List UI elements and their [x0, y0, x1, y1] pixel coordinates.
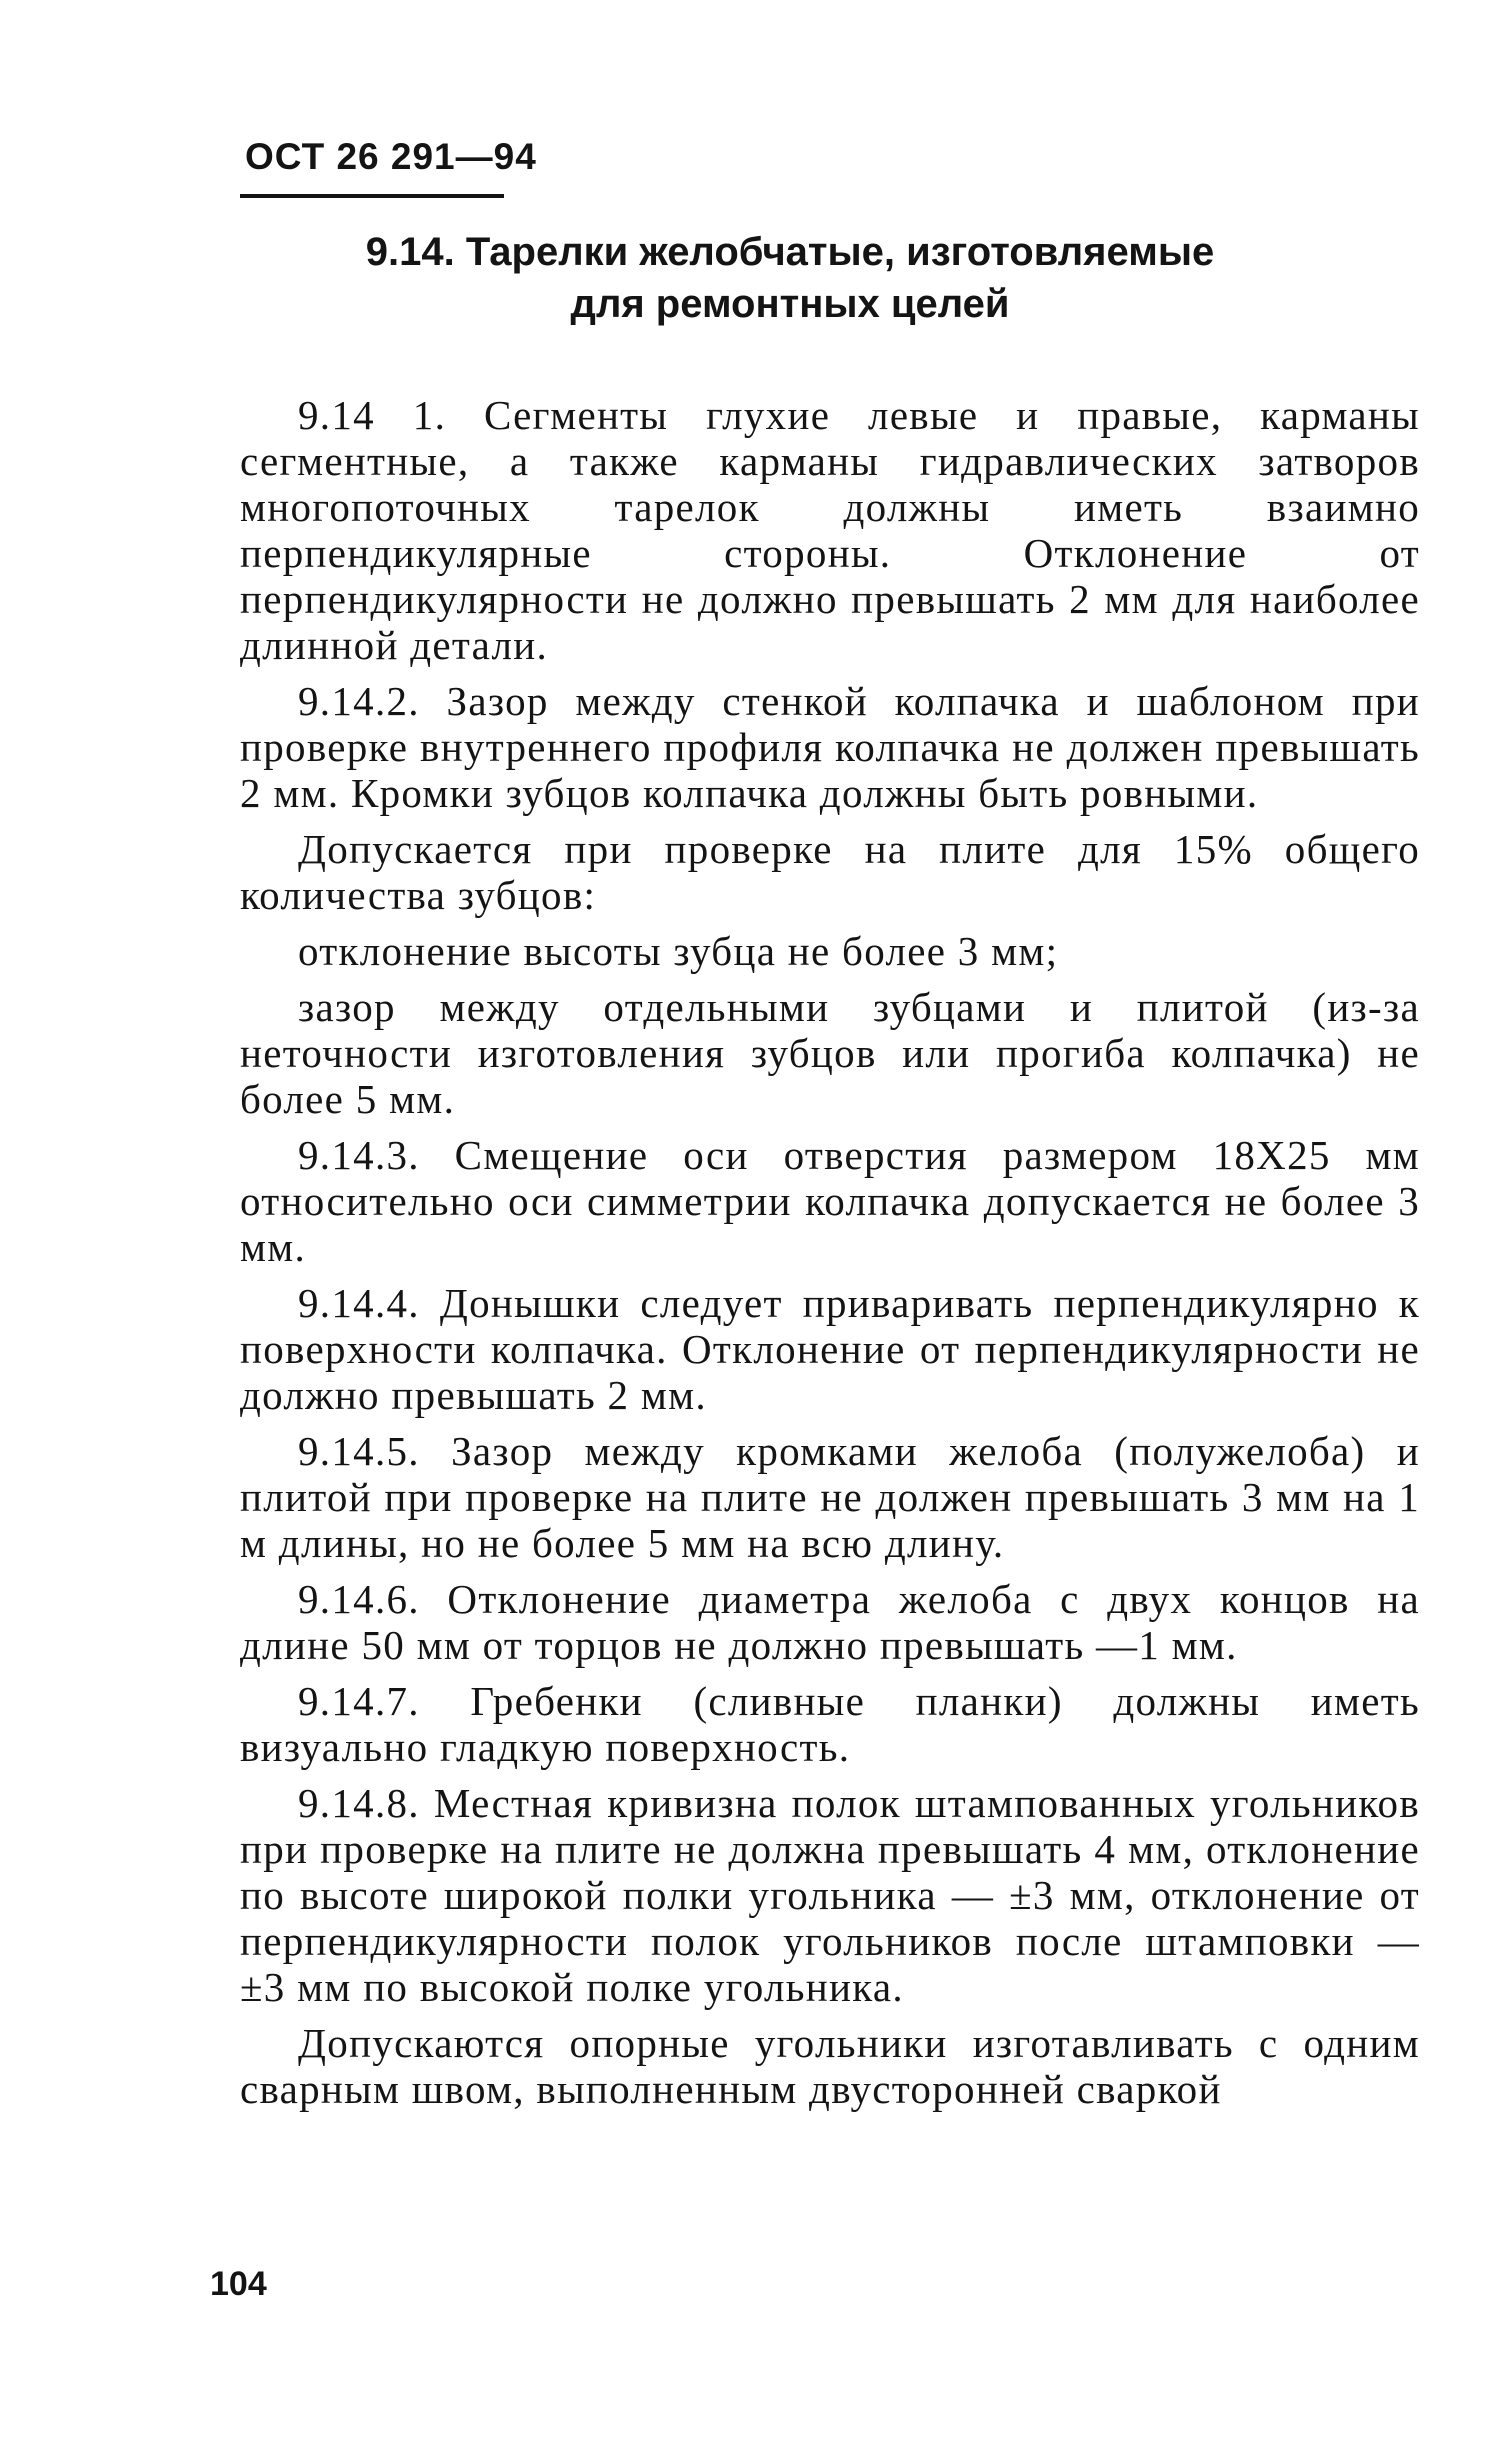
clause-9-14-7: 9.14.7. Гребенки (сливные планки) должны иметь визуально гладкую поверхность. — [240, 1678, 1420, 1770]
allowance-paragraph: Допускается при проверке на плите для 15% общего количества зубцов: — [240, 826, 1420, 918]
clause-9-14-2: 9.14.2. Зазор между стенкой колпачка и шаблоном при проверке внутреннего профиля колпачка не должен превышать 2 мм. Кромки зубцов колпачка должны быть ровными. — [240, 678, 1420, 816]
clause-9-14-4: 9.14.4. Донышки следует приваривать перпендикулярно к поверхности колпачка. Отклонение от перпендикулярности не должно превышать 2 мм. — [240, 1280, 1420, 1418]
section-title — [240, 226, 1340, 330]
section-title-line-1: 9.14. Тарелки желобчатые, изготовляемые — [365, 230, 1215, 274]
clause-9-14-8: 9.14.8. Местная кривизна полок штампованных угольников при проверке на плите не должна превышать 4 мм, отклонение по высоте широкой полки угольника — ±3 мм, отклонение от перпендикулярности полок угольников после штамповки — ±3 мм по высокой полке угольника. — [240, 1780, 1420, 2010]
angle-welding-paragraph: Допускаются опорные угольники изготавливать с одним сварным швом, выполненным двусторонней сваркой — [240, 2020, 1420, 2112]
page-number: 104 — [210, 2265, 267, 2303]
header-rule — [240, 194, 504, 198]
clause-9-14-6: 9.14.6. Отклонение диаметра желоба с двух концов на длине 50 мм от торцов не должно превышать —1 мм. — [240, 1576, 1420, 1668]
clause-9-14-1: 9.14 1. Сегменты глухие левые и правые, карманы сегментные, а также карманы гидравлических затворов многопоточных тарелок должны иметь взаимно перпендикулярные стороны. Отклонение от перпендикулярности не должно превышать 2 мм для наиболее длинной детали. — [240, 392, 1420, 668]
body-text — [240, 392, 1420, 2122]
document-code: ОСТ 26 291—94 — [245, 136, 537, 177]
allowance-item-height: отклонение высоты зубца не более 3 мм; — [298, 928, 1059, 974]
allowance-item-gap: зазор между отдельными зубцами и плитой (из-за неточности изготовления зубцов или прогиба колпачка) не более 5 мм. — [240, 984, 1420, 1122]
clause-9-14-5: 9.14.5. Зазор между кромками желоба (полужелоба) и плитой при проверке на плите не должен превышать 3 мм на 1 м длины, но не более 5 мм на всю длину. — [240, 1428, 1420, 1566]
clause-9-14-3: 9.14.3. Смещение оси отверстия размером 18Х25 мм относительно оси симметрии колпачка допускается не более 3 мм. — [240, 1132, 1420, 1270]
section-title-line-2: для ремонтных целей — [570, 282, 1010, 326]
